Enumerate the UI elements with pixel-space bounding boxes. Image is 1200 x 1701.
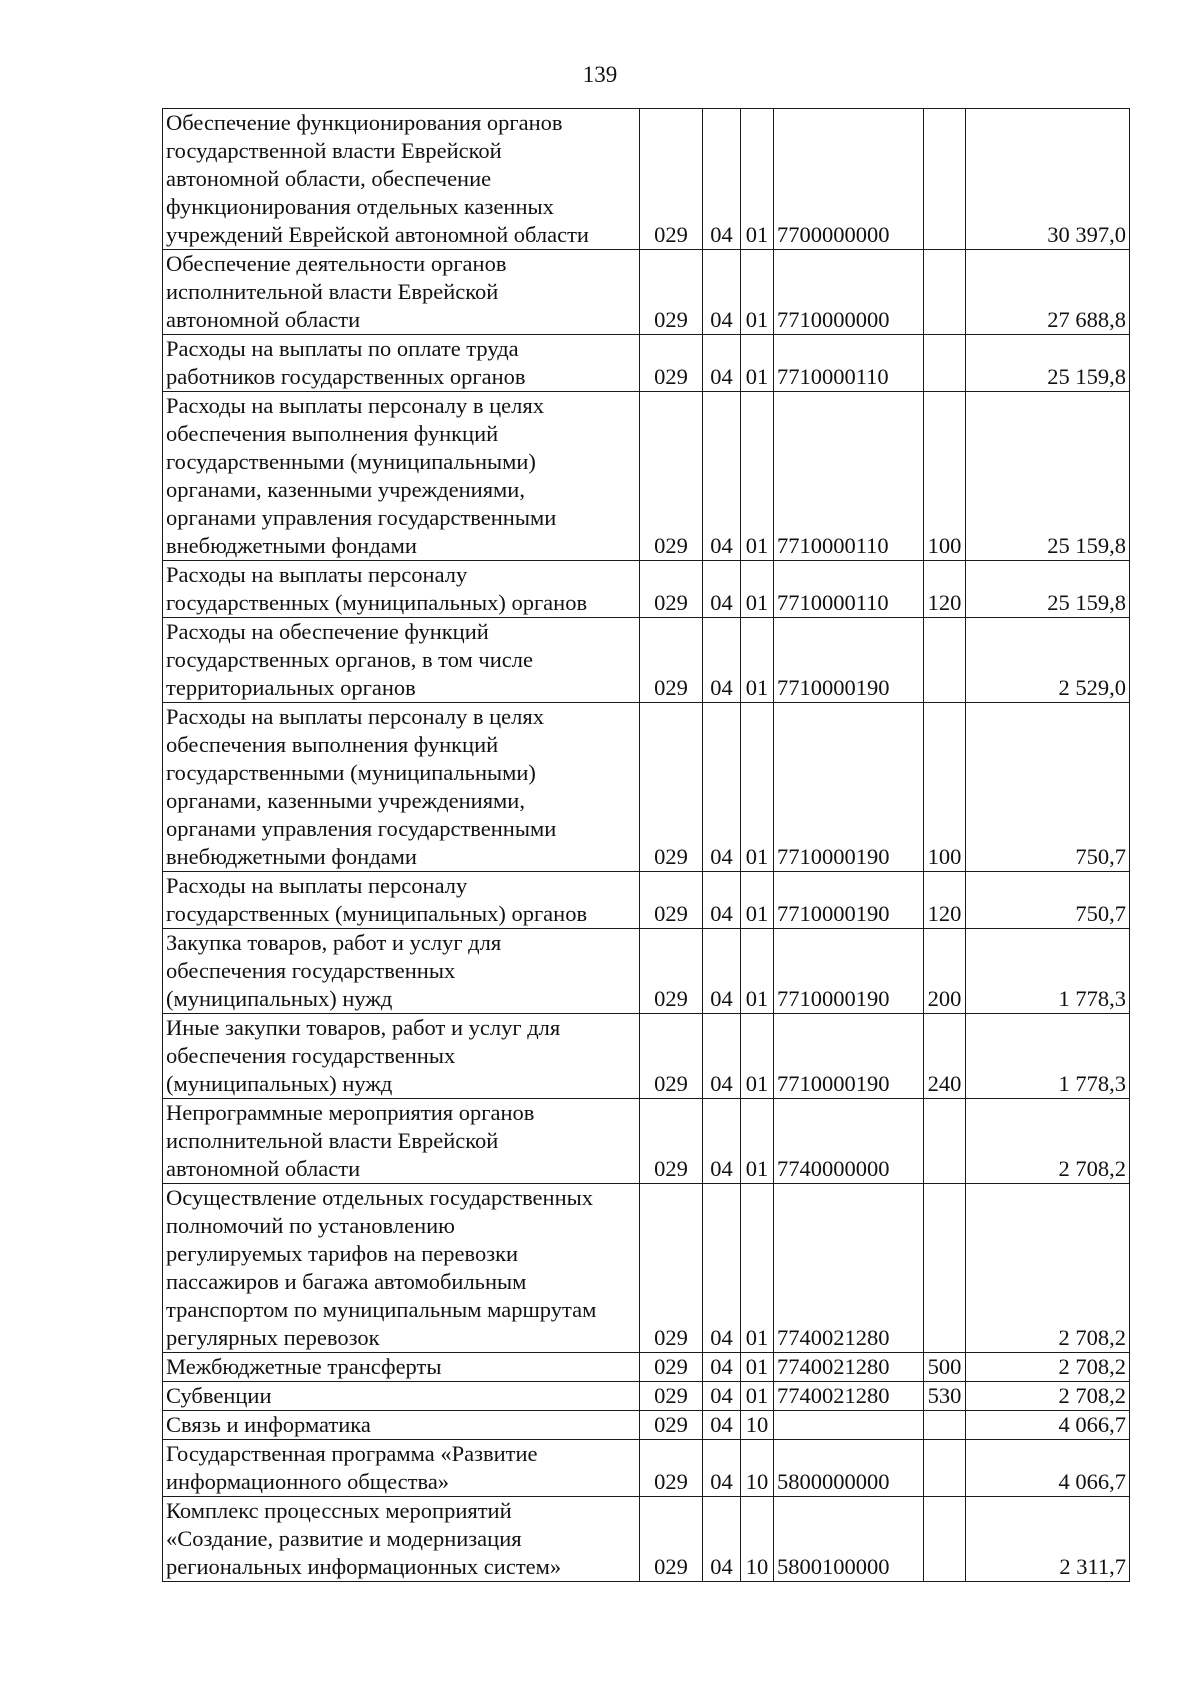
expense-type-cell: 120: [924, 872, 966, 929]
expense-name-line: органами управления государственными: [166, 505, 557, 530]
expense-name-line: Расходы на выплаты персоналу в целях: [166, 393, 544, 418]
target-article-cell: 7710000190: [774, 1014, 924, 1099]
subsection-code-cell: 01: [741, 703, 774, 872]
grbs-code-cell: 029: [640, 1411, 703, 1440]
expense-name-cell: [163, 1353, 640, 1382]
expense-type-cell: 200: [924, 929, 966, 1014]
section-code-cell: 04: [703, 335, 741, 392]
subsection-code-cell: 01: [741, 1353, 774, 1382]
expense-name-line: (муниципальных) нужд: [166, 986, 393, 1011]
table-row: [163, 929, 1130, 1014]
expense-name-line: Закупка товаров, работ и услуг для: [166, 930, 502, 955]
expense-name-line: органами управления государственными: [166, 816, 557, 841]
expense-type-cell: [924, 1184, 966, 1353]
expense-name-line: обеспечения государственных: [166, 1043, 456, 1068]
grbs-code-cell: 029: [640, 1440, 703, 1497]
expense-name-line: транспортом по муниципальным маршрутам: [166, 1297, 597, 1322]
expense-name-line: внебюджетными фондами: [166, 844, 417, 869]
expense-name-cell: [163, 1382, 640, 1411]
section-code-cell: 04: [703, 561, 741, 618]
expense-name-line: автономной области: [166, 307, 361, 332]
expense-name-line: Субвенции: [166, 1383, 272, 1408]
expense-name-line: региональных информационных систем»: [166, 1554, 562, 1579]
expense-name-line: Обеспечение функционирования органов: [166, 110, 563, 135]
grbs-code-cell: 029: [640, 1497, 703, 1582]
target-article-cell: [774, 1411, 924, 1440]
section-code-cell: 04: [703, 250, 741, 335]
expense-name-line: государственных органов, в том числе: [166, 647, 533, 672]
table-row: [163, 335, 1130, 392]
subsection-code-cell: 01: [741, 109, 774, 250]
expense-name-cell: [163, 561, 640, 618]
expense-name-line: территориальных органов: [166, 675, 416, 700]
expense-name-line: Расходы на выплаты персоналу: [166, 562, 468, 587]
table-row: [163, 1099, 1130, 1184]
expense-name-cell: [163, 872, 640, 929]
expense-type-cell: [924, 618, 966, 703]
section-code-cell: 04: [703, 1411, 741, 1440]
grbs-code-cell: 029: [640, 1099, 703, 1184]
expense-name-line: (муниципальных) нужд: [166, 1071, 393, 1096]
amount-cell: 27 688,8: [966, 250, 1130, 335]
subsection-code-cell: 01: [741, 929, 774, 1014]
target-article-cell: 7710000000: [774, 250, 924, 335]
expense-name-cell: [163, 1440, 640, 1497]
grbs-code-cell: 029: [640, 1184, 703, 1353]
expense-name-line: государственных (муниципальных) органов: [166, 901, 588, 926]
target-article-cell: 7710000110: [774, 561, 924, 618]
section-code-cell: 04: [703, 109, 741, 250]
target-article-cell: 7740021280: [774, 1382, 924, 1411]
expense-name-line: регулярных перевозок: [166, 1325, 380, 1350]
table-body: [163, 109, 1130, 1582]
subsection-code-cell: 10: [741, 1497, 774, 1582]
target-article-cell: 5800000000: [774, 1440, 924, 1497]
target-article-cell: 7700000000: [774, 109, 924, 250]
expense-type-cell: 100: [924, 392, 966, 561]
expense-name-line: Иные закупки товаров, работ и услуг для: [166, 1015, 561, 1040]
target-article-cell: 7710000190: [774, 872, 924, 929]
subsection-code-cell: 01: [741, 872, 774, 929]
amount-cell: 2 708,2: [966, 1099, 1130, 1184]
target-article-cell: 7710000190: [774, 618, 924, 703]
expense-name-line: регулируемых тарифов на перевозки: [166, 1241, 519, 1266]
expense-name-line: Межбюджетные трансферты: [166, 1354, 442, 1379]
table-row: [163, 561, 1130, 618]
section-code-cell: 04: [703, 1497, 741, 1582]
amount-cell: 4 066,7: [966, 1440, 1130, 1497]
expense-name-line: Расходы на выплаты персоналу: [166, 873, 468, 898]
expense-type-cell: [924, 1411, 966, 1440]
table-row: [163, 1440, 1130, 1497]
subsection-code-cell: 01: [741, 618, 774, 703]
subsection-code-cell: 01: [741, 561, 774, 618]
table-row: [163, 392, 1130, 561]
subsection-code-cell: 01: [741, 250, 774, 335]
subsection-code-cell: 10: [741, 1411, 774, 1440]
expense-type-cell: 530: [924, 1382, 966, 1411]
amount-cell: 2 708,2: [966, 1184, 1130, 1353]
expense-name-line: внебюджетными фондами: [166, 533, 417, 558]
table-row: [163, 1382, 1130, 1411]
expense-name-line: Осуществление отдельных государственных: [166, 1185, 593, 1210]
expense-type-cell: [924, 109, 966, 250]
table-row: [163, 250, 1130, 335]
expense-type-cell: [924, 250, 966, 335]
amount-cell: 30 397,0: [966, 109, 1130, 250]
grbs-code-cell: 029: [640, 872, 703, 929]
table-row: [163, 1497, 1130, 1582]
grbs-code-cell: 029: [640, 109, 703, 250]
expense-name-line: Расходы на выплаты по оплате труда: [166, 336, 519, 361]
section-code-cell: 04: [703, 1440, 741, 1497]
expense-name-line: государственными (муниципальными): [166, 760, 536, 785]
grbs-code-cell: 029: [640, 618, 703, 703]
target-article-cell: 5800100000: [774, 1497, 924, 1582]
grbs-code-cell: 029: [640, 1353, 703, 1382]
expense-name-cell: [163, 1497, 640, 1582]
amount-cell: 1 778,3: [966, 1014, 1130, 1099]
expense-name-line: Расходы на выплаты персоналу в целях: [166, 704, 544, 729]
expense-type-cell: [924, 1440, 966, 1497]
subsection-code-cell: 01: [741, 1382, 774, 1411]
section-code-cell: 04: [703, 872, 741, 929]
amount-cell: 25 159,8: [966, 561, 1130, 618]
expense-name-line: Связь и информатика: [166, 1412, 371, 1437]
amount-cell: 25 159,8: [966, 335, 1130, 392]
expense-name-cell: [163, 1411, 640, 1440]
section-code-cell: 04: [703, 703, 741, 872]
expense-name-line: органами, казенными учреждениями,: [166, 788, 525, 813]
expense-type-cell: [924, 1497, 966, 1582]
expense-type-cell: [924, 1099, 966, 1184]
expense-name-line: государственной власти Еврейской: [166, 138, 502, 163]
amount-cell: 25 159,8: [966, 392, 1130, 561]
expense-type-cell: 100: [924, 703, 966, 872]
subsection-code-cell: 01: [741, 1014, 774, 1099]
table-row: [163, 1353, 1130, 1382]
subsection-code-cell: 01: [741, 1099, 774, 1184]
amount-cell: 2 311,7: [966, 1497, 1130, 1582]
section-code-cell: 04: [703, 1184, 741, 1353]
table-row: [163, 1184, 1130, 1353]
section-code-cell: 04: [703, 1353, 741, 1382]
amount-cell: 2 529,0: [966, 618, 1130, 703]
page-number: 139: [582, 62, 618, 87]
amount-cell: 1 778,3: [966, 929, 1130, 1014]
amount-cell: 4 066,7: [966, 1411, 1130, 1440]
expense-name-line: полномочий по установлению: [166, 1213, 455, 1238]
expense-name-cell: [163, 703, 640, 872]
expense-name-line: работников государственных органов: [166, 364, 526, 389]
expense-name-line: пассажиров и багажа автомобильным: [166, 1269, 527, 1294]
expense-name-line: исполнительной власти Еврейской: [166, 279, 499, 304]
target-article-cell: 7740021280: [774, 1184, 924, 1353]
amount-cell: 2 708,2: [966, 1382, 1130, 1411]
grbs-code-cell: 029: [640, 335, 703, 392]
target-article-cell: 7710000110: [774, 392, 924, 561]
target-article-cell: 7740000000: [774, 1099, 924, 1184]
expense-name-line: Расходы на обеспечение функций: [166, 619, 489, 644]
expense-name-line: автономной области, обеспечение: [166, 166, 492, 191]
table-row: [163, 618, 1130, 703]
table-row: [163, 109, 1130, 250]
expense-name-line: Комплекс процессных мероприятий: [166, 1498, 512, 1523]
subsection-code-cell: 10: [741, 1440, 774, 1497]
expense-name-cell: [163, 109, 640, 250]
expense-name-line: обеспечения выполнения функций: [166, 421, 499, 446]
expense-type-cell: 120: [924, 561, 966, 618]
grbs-code-cell: 029: [640, 1382, 703, 1411]
section-code-cell: 04: [703, 929, 741, 1014]
target-article-cell: 7710000110: [774, 335, 924, 392]
expense-name-line: исполнительной власти Еврейской: [166, 1128, 499, 1153]
expense-name-cell: [163, 1184, 640, 1353]
expense-name-line: Непрограммные мероприятия органов: [166, 1100, 535, 1125]
subsection-code-cell: 01: [741, 1184, 774, 1353]
expense-name-line: государственных (муниципальных) органов: [166, 590, 588, 615]
section-code-cell: 04: [703, 392, 741, 561]
target-article-cell: 7740021280: [774, 1353, 924, 1382]
budget-table: [162, 108, 1130, 1582]
table-row: [163, 872, 1130, 929]
table-row: [163, 703, 1130, 872]
expense-name-cell: [163, 1099, 640, 1184]
expense-name-cell: [163, 1014, 640, 1099]
expense-name-line: Обеспечение деятельности органов: [166, 251, 507, 276]
expense-type-cell: [924, 335, 966, 392]
expense-name-line: Государственная программа «Развитие: [166, 1441, 538, 1466]
grbs-code-cell: 029: [640, 703, 703, 872]
table-row: [163, 1411, 1130, 1440]
expense-name-cell: [163, 335, 640, 392]
grbs-code-cell: 029: [640, 392, 703, 561]
grbs-code-cell: 029: [640, 929, 703, 1014]
target-article-cell: 7710000190: [774, 703, 924, 872]
expense-name-line: «Создание, развитие и модернизация: [166, 1526, 522, 1551]
expense-name-line: информационного общества»: [166, 1469, 450, 1494]
section-code-cell: 04: [703, 1382, 741, 1411]
expense-name-line: функционирования отдельных казенных: [166, 194, 554, 219]
expense-name-line: обеспечения выполнения функций: [166, 732, 499, 757]
subsection-code-cell: 01: [741, 392, 774, 561]
section-code-cell: 04: [703, 1014, 741, 1099]
grbs-code-cell: 029: [640, 1014, 703, 1099]
expense-name-cell: [163, 392, 640, 561]
subsection-code-cell: 01: [741, 335, 774, 392]
section-code-cell: 04: [703, 1099, 741, 1184]
expense-name-cell: [163, 618, 640, 703]
expense-name-line: автономной области: [166, 1156, 361, 1181]
amount-cell: 750,7: [966, 703, 1130, 872]
target-article-cell: 7710000190: [774, 929, 924, 1014]
section-code-cell: 04: [703, 618, 741, 703]
expense-name-cell: [163, 929, 640, 1014]
expense-name-line: органами, казенными учреждениями,: [166, 477, 525, 502]
expense-name-line: государственными (муниципальными): [166, 449, 536, 474]
amount-cell: 750,7: [966, 872, 1130, 929]
table-row: [163, 1014, 1130, 1099]
grbs-code-cell: 029: [640, 250, 703, 335]
amount-cell: 2 708,2: [966, 1353, 1130, 1382]
expense-name-line: учреждений Еврейской автономной области: [166, 222, 589, 247]
expense-name-line: обеспечения государственных: [166, 958, 456, 983]
expense-name-cell: [163, 250, 640, 335]
expense-type-cell: 500: [924, 1353, 966, 1382]
grbs-code-cell: 029: [640, 561, 703, 618]
expense-type-cell: 240: [924, 1014, 966, 1099]
